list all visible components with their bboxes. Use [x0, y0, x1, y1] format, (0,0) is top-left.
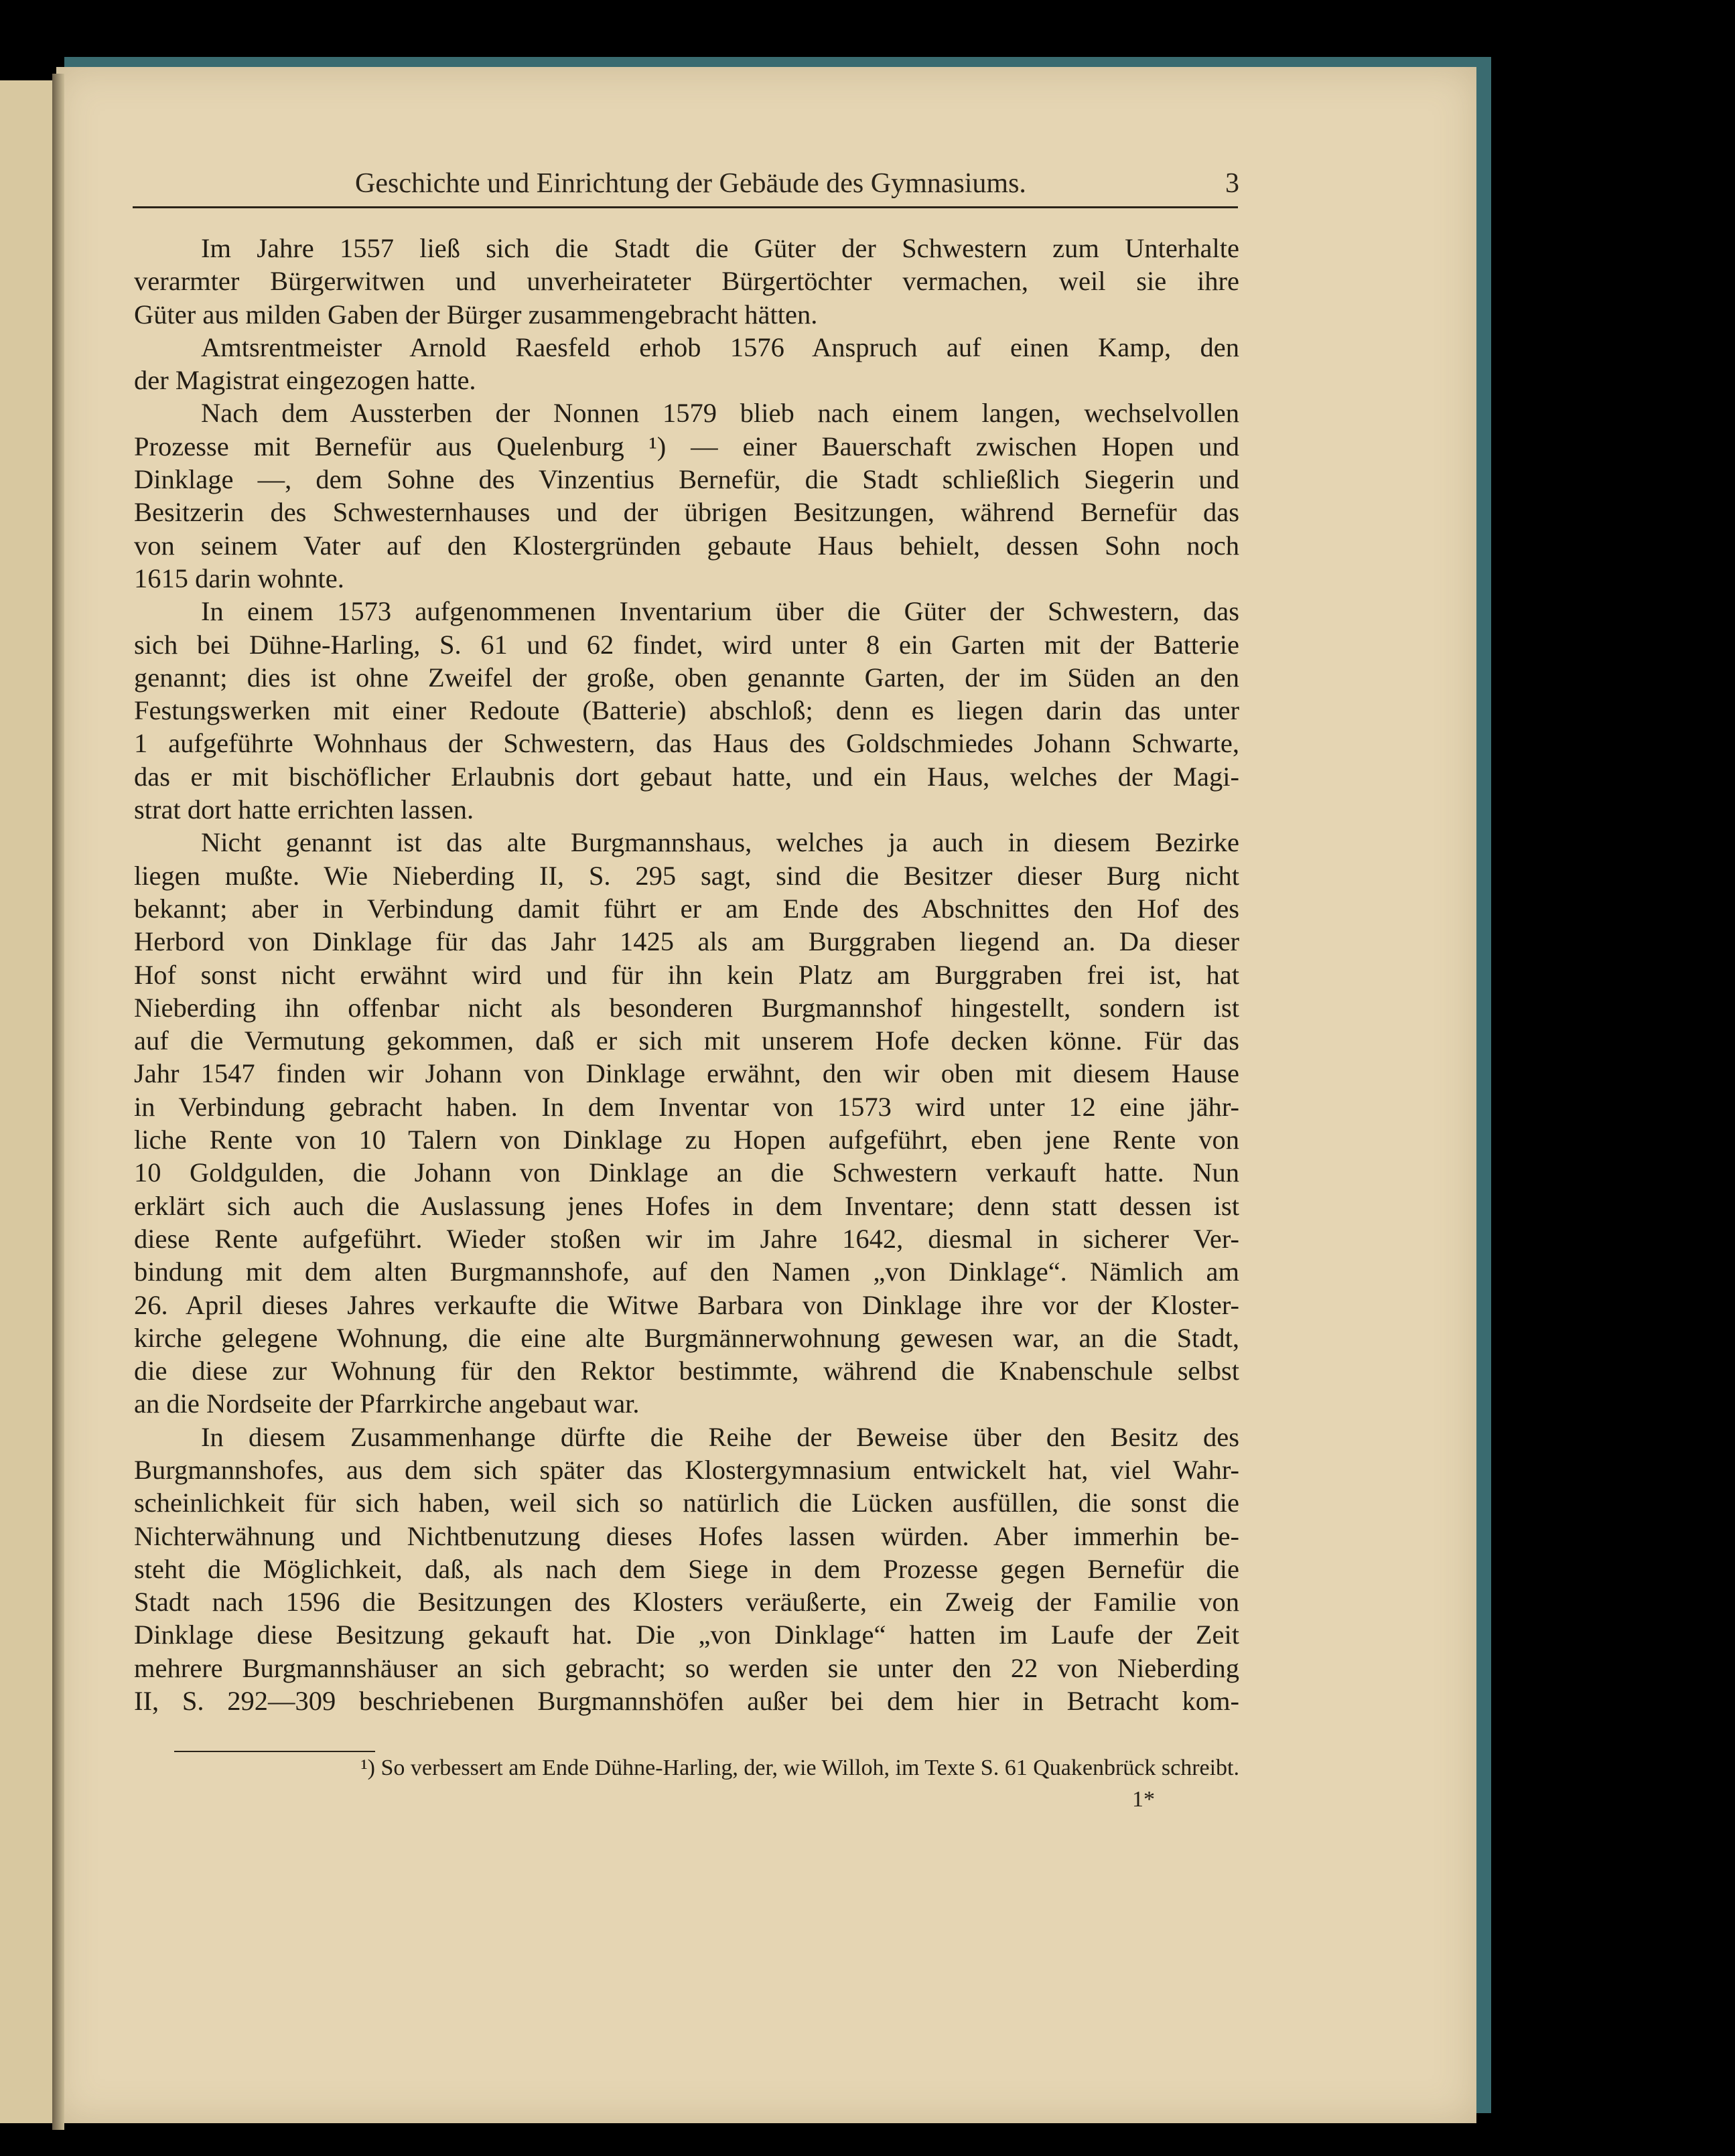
text-line: Festungswerken mit einer Redoute (Batterie) abschloß; denn es liegen darin das unter — [134, 695, 1239, 726]
text-line: die diese zur Wohnung für den Rektor bestimmte, während die Knabenschule selbst — [134, 1356, 1239, 1386]
footnote-rule — [174, 1751, 375, 1752]
text-line: 1615 darin wohnte. — [134, 563, 344, 593]
footnote: ¹) So verbessert am Ende Dühne-Harling, der, wie Willoh, im Texte S. 61 Quakenbrück schreibt. — [360, 1755, 1239, 1780]
text-line: Im Jahre 1557 ließ sich die Stadt die Güter der Schwestern zum Unterhalte — [201, 233, 1239, 263]
running-header — [134, 167, 1239, 208]
text-line: Burgmannshofes, aus dem sich später das Klostergymnasium entwickelt hat, viel Wahr- — [134, 1454, 1239, 1485]
text-line: an die Nordseite der Pfarrkirche angebaut war. — [134, 1388, 640, 1419]
text-line: der Magistrat eingezogen hatte. — [134, 365, 476, 396]
text-line: Güter aus milden Gaben der Bürger zusammengebracht hätten. — [134, 299, 818, 330]
text-line: Amtsrentmeister Arnold Raesfeld erhob 1576 Anspruch auf einen Kamp, den — [201, 332, 1239, 362]
page-number: 3 — [1225, 168, 1239, 199]
text-line: Hof sonst nicht erwähnt wird und für ihn kein Platz am Burggraben frei ist, hat — [134, 959, 1239, 990]
text-line: erklärt sich auch die Auslassung jenes Hofes in dem Inventare; denn statt dessen ist — [134, 1190, 1239, 1221]
text-line: Besitzerin des Schwesternhauses und der übrigen Besitzungen, während Bernefür das — [134, 497, 1239, 528]
text-line: liegen mußte. Wie Nieberding II, S. 295 sagt, sind die Besitzer dieser Burg nicht — [134, 860, 1239, 891]
text-line: II, S. 292—309 beschriebenen Burgmannshöfen außer bei dem hier in Betracht kom- — [134, 1686, 1239, 1717]
text-line: bekannt; aber in Verbindung damit führt er am Ende des Abschnittes den Hof des — [134, 893, 1239, 924]
text-line: steht die Möglichkeit, daß, als nach dem Siege in dem Prozesse gegen Bernefür die — [134, 1553, 1239, 1584]
text-line: Stadt nach 1596 die Besitzungen des Klosters veräußerte, ein Zweig der Familie von — [134, 1587, 1239, 1618]
text-line: Dinklage —, dem Sohne des Vinzentius Bernefür, die Stadt schließlich Siegerin und — [134, 464, 1239, 495]
text-line: 1 aufgeführte Wohnhaus der Schwestern, das Haus des Goldschmiedes Johann Schwarte, — [134, 728, 1239, 759]
spine-shadow — [52, 74, 64, 2130]
text-line: scheinlichkeit für sich haben, weil sich so natürlich die Lücken ausfüllen, die sonst die — [134, 1488, 1239, 1518]
text-line: auf die Vermutung gekommen, daß er sich mit unserem Hofe decken könne. Für das — [134, 1025, 1239, 1056]
text-line: sich bei Dühne-Harling, S. 61 und 62 findet, wird unter 8 ein Garten mit der Batterie — [134, 629, 1239, 660]
text-line: Nach dem Aussterben der Nonnen 1579 blieb nach einem langen, wechselvollen — [201, 398, 1239, 429]
text-line: in Verbindung gebracht haben. In dem Inventar von 1573 wird unter 12 eine jähr- — [134, 1091, 1239, 1122]
text-line: Jahr 1547 finden wir Johann von Dinklage erwähnt, den wir oben mit diesem Hause — [134, 1058, 1239, 1089]
text-line: Prozesse mit Bernefür aus Quelenburg ¹) — einer Bauerschaft zwischen Hopen und — [134, 431, 1239, 461]
text-line: kirche gelegene Wohnung, die eine alte Burgmännerwohnung gewesen war, an die Stadt, — [134, 1322, 1239, 1353]
signature-mark: 1* — [1132, 1787, 1155, 1812]
text-line: verarmter Bürgerwitwen und unverheirateter Bürgertöchter vermachen, weil sie ihre — [134, 266, 1239, 297]
text-line: Nieberding ihn offenbar nicht als besonderen Burgmannshof hingestellt, sondern ist — [134, 992, 1239, 1023]
text-line: Herbord von Dinklage für das Jahr 1425 als am Burggraben liegend an. Da dieser — [134, 926, 1239, 957]
text-line: liche Rente von 10 Talern von Dinklage zu Hopen aufgeführt, eben jene Rente von — [134, 1125, 1239, 1155]
text-line: genannt; dies ist ohne Zweifel der große, oben genannte Garten, der im Süden an den — [134, 662, 1239, 693]
text-line: Nichterwähnung und Nichtbenutzung dieses Hofes lassen würden. Aber immerhin be- — [134, 1520, 1239, 1551]
text-line: Nicht genannt ist das alte Burgmannshaus, welches ja auch in diesem Bezirke — [201, 827, 1239, 858]
text-line: bindung mit dem alten Burgmannshofe, auf den Namen „von Dinklage“. Nämlich am — [134, 1256, 1239, 1287]
text-line: 26. April dieses Jahres verkaufte die Witwe Barbara von Dinklage ihre vor der Kloster- — [134, 1289, 1239, 1320]
body-text — [134, 232, 1239, 1717]
text-line: Dinklage diese Besitzung gekauft hat. Die „von Dinklage“ hatten im Laufe der Zeit — [134, 1620, 1239, 1650]
text-line: strat dort hatte errichten lassen. — [134, 794, 474, 825]
text-line: von seinem Vater auf den Klostergründen gebaute Haus behielt, dessen Sohn noch — [134, 530, 1239, 561]
running-title: Geschichte und Einrichtung der Gebäude des Gymnasiums. — [355, 168, 1026, 199]
text-line: das er mit bischöflicher Erlaubnis dort gebaut hatte, und ein Haus, welches der Magi- — [134, 761, 1239, 792]
header-rule — [133, 206, 1238, 208]
left-page-edge — [0, 80, 54, 2123]
text-line: mehrere Burgmannshäuser an sich gebracht; so werden sie unter den 22 von Nieberding — [134, 1652, 1239, 1683]
text-line: In einem 1573 aufgenommenen Inventarium über die Güter der Schwestern, das — [201, 596, 1239, 627]
text-line: 10 Goldgulden, die Johann von Dinklage an die Schwestern verkauft hatte. Nun — [134, 1157, 1239, 1188]
text-line: In diesem Zusammenhange dürfte die Reihe der Beweise über den Besitz des — [201, 1421, 1239, 1452]
text-line: diese Rente aufgeführt. Wieder stoßen wir im Jahre 1642, diesmal in sicherer Ver- — [134, 1223, 1239, 1254]
